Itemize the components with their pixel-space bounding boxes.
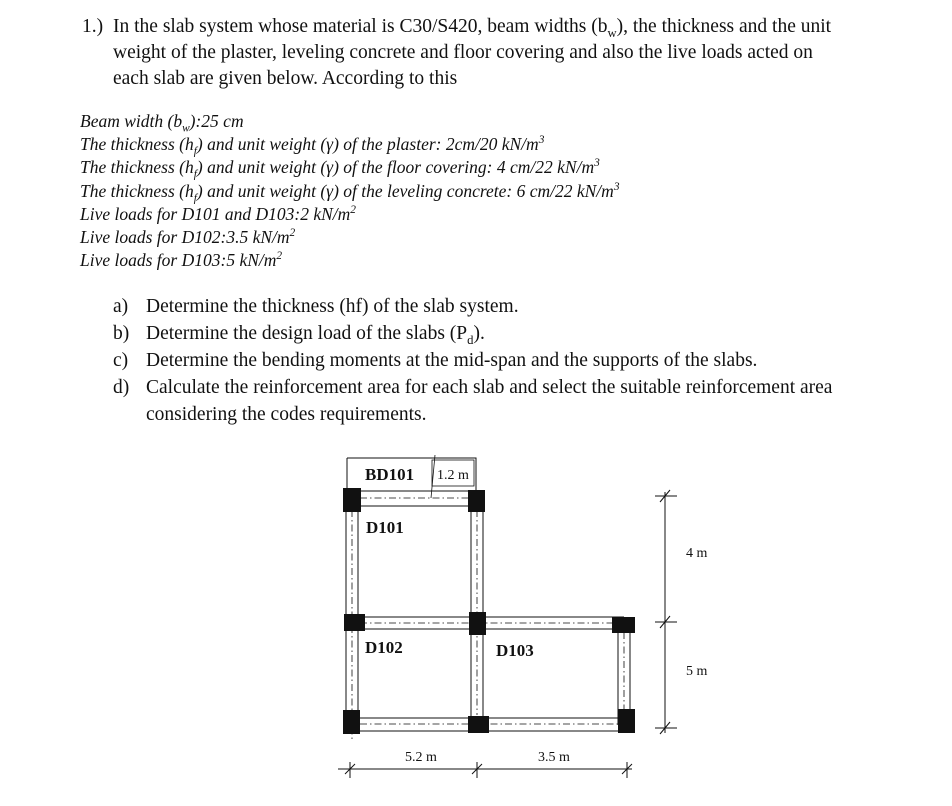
balcony-width-label: 1.2 m — [437, 468, 469, 483]
dim-5-2m-label: 5.2 m — [405, 750, 437, 765]
column — [618, 709, 635, 733]
question-number: 1.) — [82, 16, 104, 37]
column — [344, 614, 365, 631]
task-d: d) Calculate the reinforcement area for each slab and select the suitable reinforcement area considering the codes requirements. — [113, 377, 833, 425]
task-b: b) Determine the design load of the slabs $(P_d)$. — [113, 323, 485, 347]
horizontal-dimension — [338, 762, 632, 778]
given-beam-width: Beam width $(b_w):25$ cm — [80, 111, 244, 135]
column — [468, 716, 489, 733]
vertical-dimension — [655, 490, 677, 734]
given-floor-covering: The thickness $(h_f)$ and unit weight (γ) of the floor covering: 4 cm/22 $kN/m^3$ — [80, 157, 600, 181]
given-live-load-1: Live loads for D101 and D103:2 $kN/m^2$ — [80, 203, 356, 224]
given-leveling-concrete: The thickness $(h_f)$ and unit weight (γ) of the leveling concrete: 6 cm/22 $kN/m^3$ — [80, 180, 620, 205]
column — [343, 710, 360, 734]
question-text: In the slab system whose material is C30/S420, beam widths $(b_w)$, the thickness and the unit weight of the plaster, leveling concrete and floor covering and also the live loads acted on each slab are given below. According to this — [113, 16, 832, 89]
given-plaster: The thickness $(h_f)$ and unit weight (γ) of the plaster: 2cm/20 $kN/m^3$ — [80, 134, 545, 158]
slab-d103-label: D103 — [496, 641, 534, 660]
task-a: a) Determine the thickness (hf) of the slab system. — [113, 296, 519, 317]
given-live-load-2: Live loads for D102:3.5 $kN/m^2$ — [80, 227, 296, 248]
column — [343, 488, 361, 512]
slab-d102-label: D102 — [365, 638, 403, 657]
given-live-load-3: Live loads for D103:5 $kN/m^2$ — [80, 250, 283, 271]
slab-d101-label: D101 — [366, 518, 404, 537]
dim-4m-label: 4 m — [686, 546, 708, 561]
balcony-label: BD101 — [365, 465, 415, 484]
column — [468, 490, 485, 512]
dim-5m-label: 5 m — [686, 664, 708, 679]
dim-3-5m-label: 3.5 m — [538, 750, 570, 765]
column — [612, 617, 635, 633]
task-c: c) Determine the bending moments at the mid-span and the supports of the slabs. — [113, 350, 758, 371]
column — [469, 612, 486, 635]
